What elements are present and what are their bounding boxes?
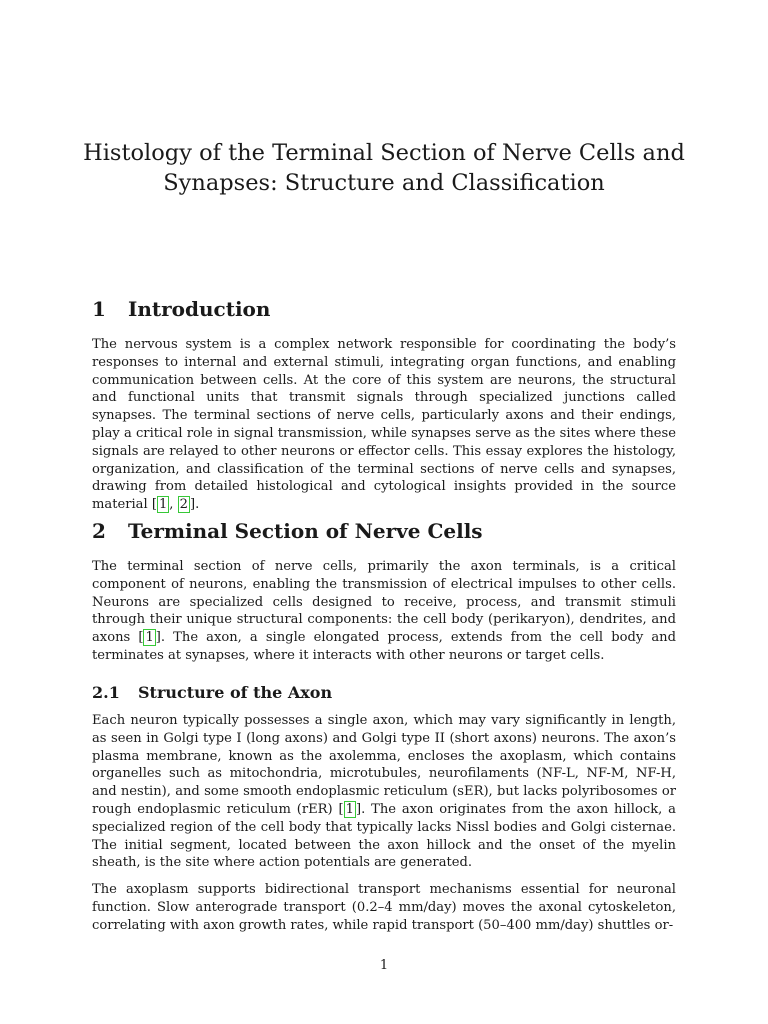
page-number: 1 [379,958,389,973]
section-introduction [92,296,676,514]
subsection-number: 2.1 [92,683,120,702]
paragraph: The nervous system is a complex network responsible for coordinating the body’s responses to internal and external stimuli, integrating organ functions, and enabling communication between cells. At the core of this system are neurons, the structural and functional units that transmit signals through specialized junctions called synapses. The terminal sections of nerve cells, particularly axons and their endings, play a critical role in signal transmission, while synapses serve as the sites where these signals are relayed to other neurons or effector cells. This essay explores the histology, organization, and classification of the terminal sections of nerve cells and synapses, drawing from detailed histological and cytological insights provided in the source material [ 1 , 2 ]. [92,337,676,513]
citation-link[interactable]: 1 [345,801,354,817]
section-title: Introduction [128,297,271,321]
paper-title: Histology of the Terminal Section of Nerve Cells and Synapses: Structure and Classification [83,140,685,196]
citation-link[interactable]: 1 [145,630,154,646]
citation-link[interactable]: 2 [179,497,188,513]
citation-link[interactable]: 1 [158,497,168,513]
section-title: Terminal Section of Nerve Cells [128,519,483,543]
section-number: 2 [92,519,106,543]
subsection-axon-structure [92,682,676,935]
section-heading [92,296,676,322]
section-heading [92,518,676,544]
paragraph: The axoplasm supports bidirectional transport mechanisms essential for neuronal function. Slow anterograde transport (0.2–4 mm/day) moves the axonal cytoskeleton, correlating with axon growth rates, while rapid transport (50–400 mm/day) shuttles or- [92,882,676,933]
paragraph: The terminal section of nerve cells, primarily the axon terminals, is a critical component of neurons, enabling the transmission of electrical impulses to other cells. Neurons are specialized cells designed to receive, process, and transmit stimuli through their unique structural components: the cell body (perikaryon), dendrites, and axons [ 1 ]. The axon, a single elongated process, extends from the cell body and terminates at synapses, where it interacts with other neurons or target cells. [92,559,676,663]
paragraph: Each neuron typically possesses a single axon, which may vary significantly in length, as seen in Golgi type I (long axons) and Golgi type II (short axons) neurons. The axon’s plasma membrane, known as the axolemma, encloses the axoplasm, which contains organelles such as mitochondria, microtubules, neurofilaments (NF-L, NF-M, NF-H, and nestin), and some smooth endoplasmic reticulum (sER), but lacks polyribosomes or rough endoplasmic reticulum (rER) [ 1 ]. The axon originates from the axon hillock, a specialized region of the cell body that typically lacks Nissl bodies and Golgi cisternae. The initial segment, located between the axon hillock and the onset of the myelin sheath, is the site where action potentials are generated. [92,713,676,871]
subsection-title: Structure of the Axon [138,683,333,702]
subsection-heading [92,682,676,704]
section-terminal [92,518,676,665]
section-number: 1 [92,297,106,321]
